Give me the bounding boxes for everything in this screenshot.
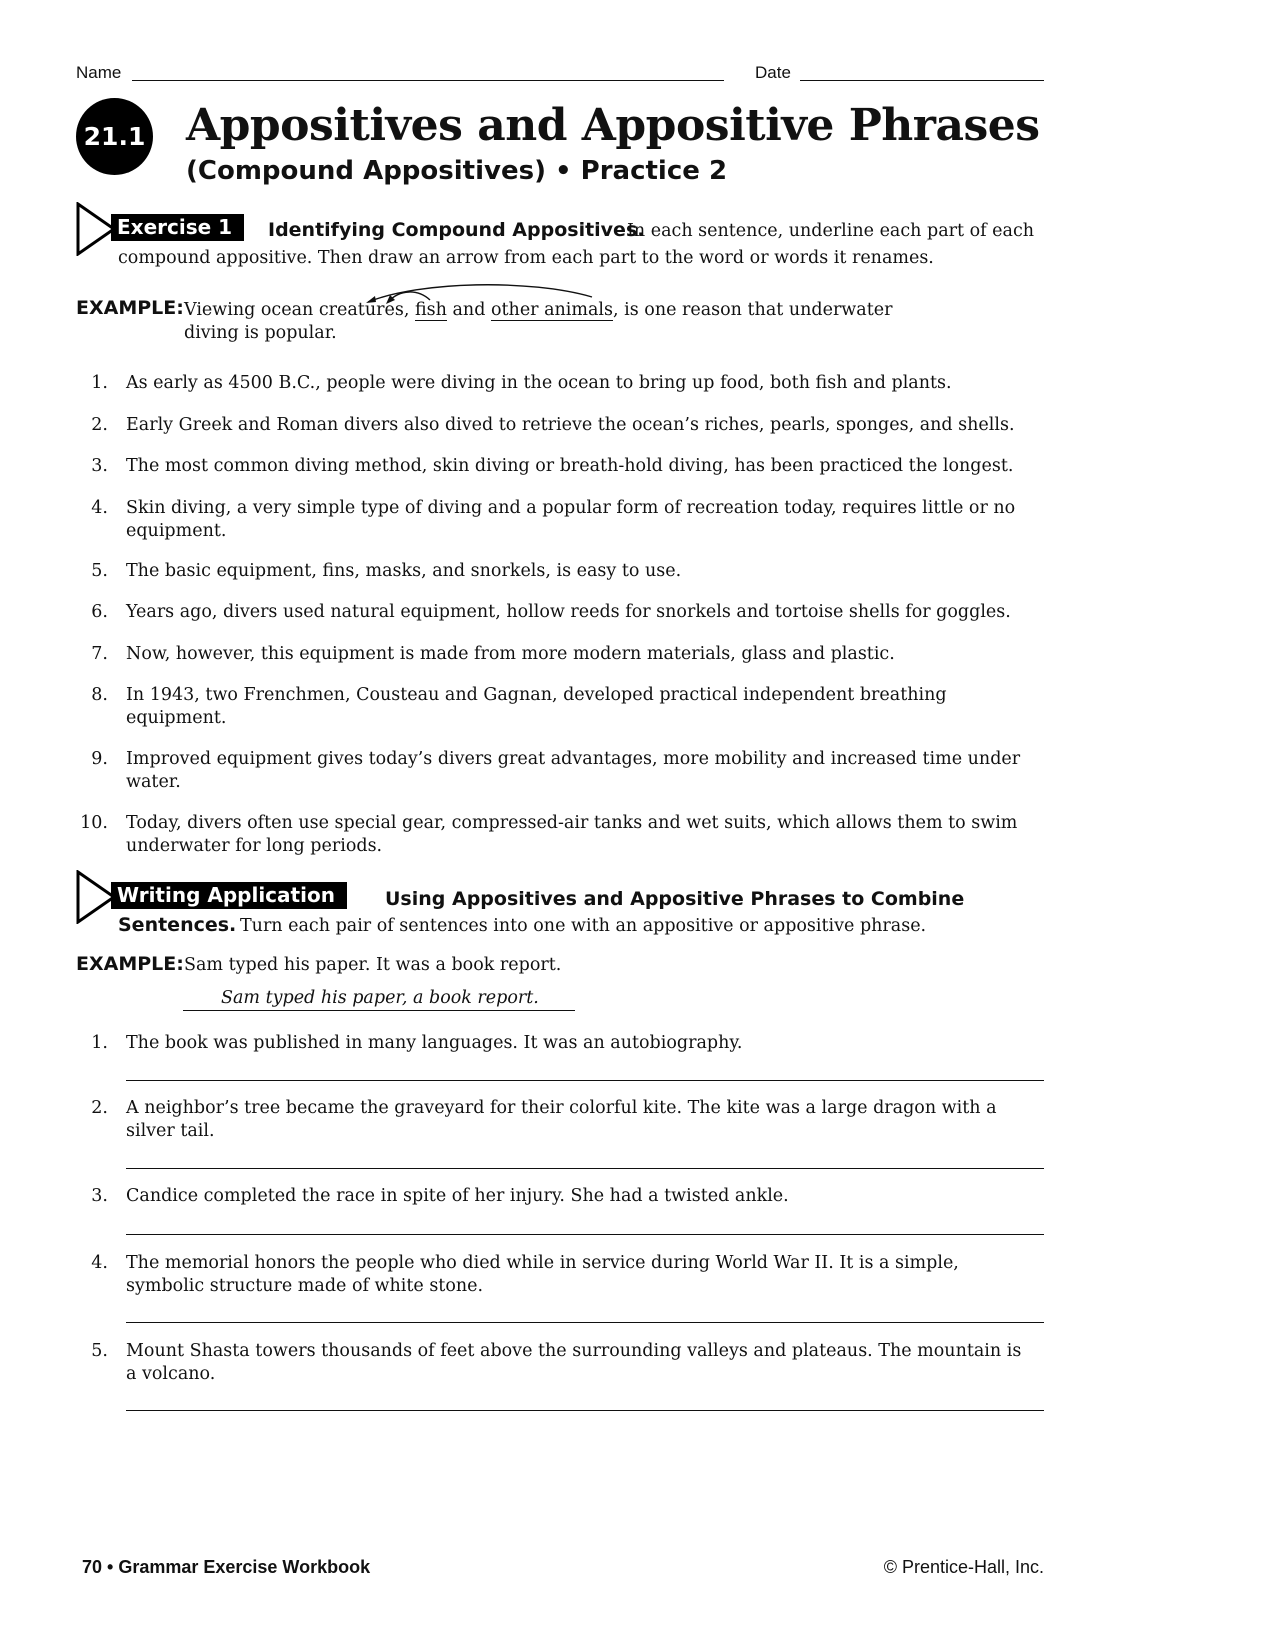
writing-answer-line[interactable] [126,1322,1044,1323]
exercise1-item-number: 7. [91,644,108,664]
exercise1-tag: Exercise 1 [111,214,244,241]
writing-item-text: Mount Shasta towers thousands of feet above the surrounding valleys and plateaus. The mountain is a volcano. [126,1341,1022,1384]
writing-instruction: Turn each pair of sentences into one with an appositive or appositive phrase. [240,916,927,936]
name-line[interactable] [132,80,724,81]
exercise1-item-number: 1. [91,373,108,393]
writing-answer-line[interactable] [126,1080,1044,1081]
name-label: Name [76,63,122,82]
writing-answer-line[interactable] [126,1410,1044,1411]
writing-answer-line[interactable] [126,1234,1044,1235]
lesson-badge: 21.1 [76,98,153,175]
writing-heading-b: Sentences. [118,914,237,936]
exercise1-instruction-a: In each sentence, underline each part of each [627,221,1035,241]
exercise1-item-text[interactable]: Now, however, this equipment is made from more modern materials, glass and plastic. [126,644,895,664]
exercise1-item-text[interactable]: Improved equipment gives today’s divers great advantages, more mobility and increased time under water. [126,749,1021,792]
footer-copyright: © Prentice-Hall, Inc. [883,1557,1044,1577]
writing-heading-a: Using Appositives and Appositive Phrases to Combine [385,888,965,910]
exercise1-item-number: 6. [91,602,108,622]
writing-example-label: EXAMPLE: [76,953,184,975]
exercise1-item-text[interactable]: Skin diving, a very simple type of diving and a popular form of recreation today, requires little or no equipment. [126,498,1016,541]
writing-example-answer: Sam typed his paper, a book report. [221,988,539,1008]
example-underlined-fish: fish [414,300,447,320]
writing-item-number: 1. [91,1033,108,1053]
exercise1-item-text[interactable]: Today, divers often use special gear, compressed-air tanks and wet suits, which allows them to swim underwater for long periods. [126,813,1018,856]
example-part-1: Viewing ocean creatures, [184,300,410,320]
writing-item-text: The book was published in many languages. It was an autobiography. [126,1033,743,1053]
exercise1-item-number: 8. [91,685,108,705]
writing-tag: Writing Application [111,882,347,909]
date-label: Date [755,63,791,82]
date-line[interactable] [800,80,1044,81]
exercise1-item-number: 10. [80,813,108,833]
example-part-2: and [452,300,486,320]
writing-item-number: 2. [91,1098,108,1118]
exercise1-item-text[interactable]: The most common diving method, skin diving or breath-hold diving, has been practiced the longest. [126,456,1014,476]
exercise1-item-text[interactable]: In 1943, two Frenchmen, Cousteau and Gagnan, developed practical independent breathing equipment. [126,685,947,728]
example-underlined-other-animals: other animals [490,300,614,320]
page-subtitle: (Compound Appositives) • Practice 2 [186,156,728,186]
exercise1-item-number: 4. [91,498,108,518]
exercise1-item-number: 9. [91,749,108,769]
exercise1-example-label: EXAMPLE: [76,297,184,319]
writing-item-text: A neighbor’s tree became the graveyard for their colorful kite. The kite was a large dragon with a silver tail. [126,1098,997,1141]
exercise1-heading: Identifying Compound Appositives. [268,219,645,241]
exercise1-instruction-b: compound appositive. Then draw an arrow from each part to the word or words it renames. [118,248,934,268]
page-title: Appositives and Appositive Phrases [186,100,1040,151]
writing-item-number: 3. [91,1186,108,1206]
writing-item-number: 4. [91,1253,108,1273]
writing-answer-line[interactable] [126,1168,1044,1169]
exercise1-example-sentence [184,299,892,322]
example-part-3: , is one reason that underwater [613,300,893,320]
writing-item-text: Candice completed the race in spite of her injury. She had a twisted ankle. [126,1186,789,1206]
exercise1-example-line2: diving is popular. [184,323,337,343]
writing-item-number: 5. [91,1341,108,1361]
footer-page-info: 70 • Grammar Exercise Workbook [82,1557,371,1577]
exercise1-item-number: 5. [91,561,108,581]
exercise1-item-text[interactable]: The basic equipment, fins, masks, and snorkels, is easy to use. [126,561,682,581]
writing-example-answer-line [183,1010,575,1011]
exercise1-item-text[interactable]: Early Greek and Roman divers also dived to retrieve the ocean’s riches, pearls, sponges, and shells. [126,415,1015,435]
exercise1-item-number: 3. [91,456,108,476]
writing-example-text: Sam typed his paper. It was a book report. [184,955,562,975]
exercise1-item-number: 2. [91,415,108,435]
exercise1-item-text[interactable]: As early as 4500 B.C., people were diving in the ocean to bring up food, both fish and plants. [126,373,952,393]
exercise1-item-text[interactable]: Years ago, divers used natural equipment, hollow reeds for snorkels and tortoise shells for goggles. [126,602,1011,622]
writing-item-text: The memorial honors the people who died while in service during World War II. It is a simple, symbolic structure made of white stone. [126,1253,959,1296]
